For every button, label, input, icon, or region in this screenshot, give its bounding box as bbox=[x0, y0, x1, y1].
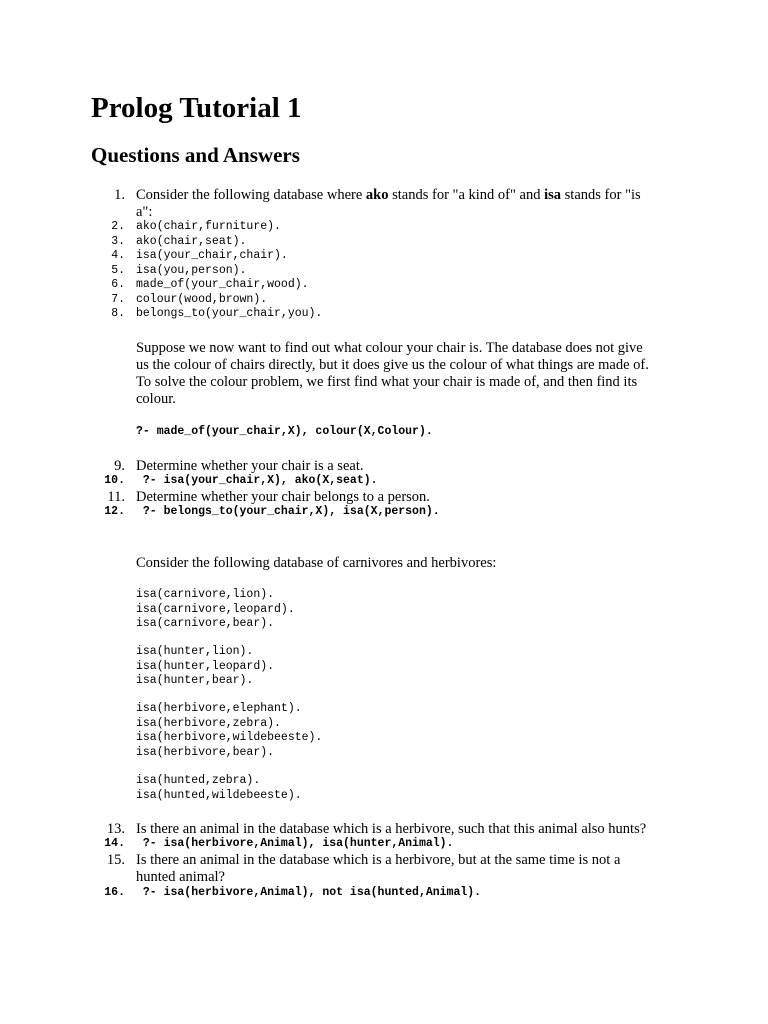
code-line: isa(you,person). bbox=[136, 263, 247, 277]
code-line: isa(hunter,bear). bbox=[136, 674, 254, 687]
paragraph-line: us the colour of chairs directly, but it does give us the colour of what things are made of. bbox=[136, 357, 649, 373]
code-line: isa(hunted,wildebeeste). bbox=[136, 788, 302, 802]
code-line: isa(carnivore,lion). bbox=[136, 588, 275, 601]
item-number: 3. bbox=[111, 234, 125, 248]
answer-query: ?- isa(your_chair,X), ako(X,seat). bbox=[136, 474, 378, 487]
question-text: hunted animal? bbox=[136, 869, 225, 885]
item-number: 1. bbox=[114, 187, 125, 203]
code-line: colour(wood,brown). bbox=[136, 292, 268, 306]
ako-term: ako bbox=[365, 187, 389, 203]
code-line: ako(chair,seat). bbox=[136, 234, 247, 248]
code-line: isa(herbivore,bear). bbox=[136, 745, 275, 759]
item-number: 13. bbox=[106, 821, 125, 837]
question-text: Is there an animal in the database which is a herbivore, but at the same time is not a bbox=[136, 852, 621, 868]
intro-text: Consider the following database where bbox=[136, 187, 366, 203]
isa-term: isa bbox=[544, 187, 562, 203]
item-number: 6. bbox=[111, 278, 125, 291]
code-line: belongs_to(your_chair,you). bbox=[136, 307, 323, 320]
code-line: isa(herbivore,wildebeeste). bbox=[136, 731, 323, 744]
item-number: 14. bbox=[104, 837, 125, 850]
code-line: isa(your_chair,chair). bbox=[136, 249, 288, 262]
code-line: isa(herbivore,elephant). bbox=[136, 702, 302, 715]
intro-line-1 bbox=[136, 187, 641, 204]
answer-query: ?- belongs_to(your_chair,X), isa(X,person). bbox=[136, 505, 440, 518]
code-line: ako(chair,furniture). bbox=[136, 220, 281, 233]
item-number: 8. bbox=[111, 307, 125, 320]
item-number: 15. bbox=[106, 852, 125, 868]
section-heading: Questions and Answers bbox=[91, 143, 300, 167]
item-number: 12. bbox=[104, 505, 125, 518]
answer-query: ?- isa(herbivore,Animal), not isa(hunted,Animal). bbox=[136, 886, 482, 899]
item-number: 9. bbox=[114, 458, 125, 474]
question-text: Is there an animal in the database which is a herbivore, such that this animal also hunts? bbox=[136, 821, 647, 837]
code-line: isa(herbivore,zebra). bbox=[136, 716, 281, 730]
item-number: 5. bbox=[111, 263, 125, 277]
code-line: isa(hunted,zebra). bbox=[136, 774, 261, 787]
colour-query: ?- made_of(your_chair,X), colour(X,Colour). bbox=[136, 425, 433, 438]
code-line: isa(hunter,leopard). bbox=[136, 659, 275, 673]
item-number: 7. bbox=[111, 292, 125, 306]
item-number: 16. bbox=[104, 886, 125, 899]
intro-text: stands for "a kind of" and bbox=[388, 187, 545, 203]
code-line: isa(carnivore,bear). bbox=[136, 617, 275, 630]
paragraph-line: Consider the following database of carnivores and herbivores: bbox=[136, 555, 497, 571]
paragraph-line: colour. bbox=[136, 391, 176, 407]
item-number: 2. bbox=[111, 220, 125, 233]
paragraph-line: To solve the colour problem, we first find what your chair is made of, and then find its bbox=[136, 374, 638, 390]
intro-text: stands for "is bbox=[561, 187, 641, 203]
code-line: made_of(your_chair,wood). bbox=[136, 278, 309, 291]
code-line: isa(carnivore,leopard). bbox=[136, 602, 295, 616]
question-text: Determine whether your chair belongs to a person. bbox=[136, 489, 430, 505]
item-number: 11. bbox=[107, 489, 125, 505]
intro-line-2: a": bbox=[136, 204, 153, 220]
question-text: Determine whether your chair is a seat. bbox=[136, 458, 364, 474]
item-number: 4. bbox=[111, 249, 125, 262]
item-number: 10. bbox=[104, 474, 125, 487]
page-title: Prolog Tutorial 1 bbox=[91, 92, 302, 124]
answer-query: ?- isa(herbivore,Animal), isa(hunter,Animal). bbox=[136, 837, 454, 850]
paragraph-line: Suppose we now want to find out what colour your chair is. The database does not give bbox=[136, 340, 643, 356]
code-line: isa(hunter,lion). bbox=[136, 645, 254, 658]
